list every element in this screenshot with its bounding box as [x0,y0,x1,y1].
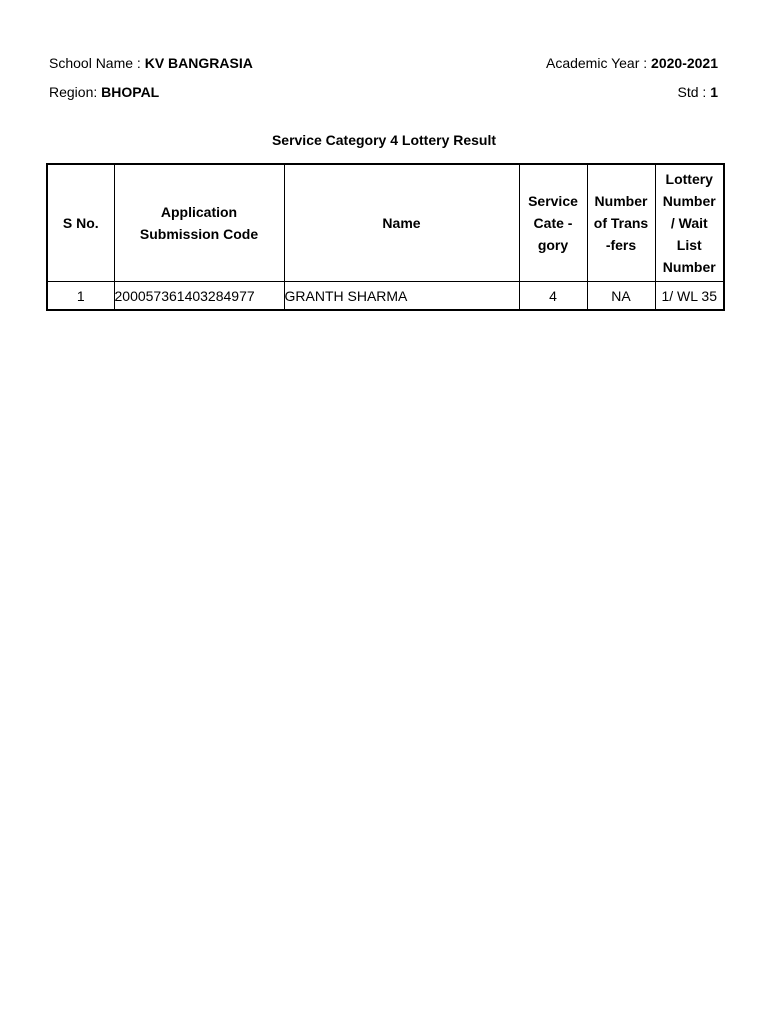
header-name: Name [284,164,519,282]
cell-service-category: 4 [519,282,587,311]
school-name-field [49,55,253,71]
header-application-code: Application Submission Code [114,164,284,282]
standard-value: 1 [710,84,718,100]
header-serial-number: S No. [47,164,114,282]
region-value: BHOPAL [101,84,160,100]
cell-application-code: 200057361403284977 [114,282,284,311]
school-name-label: School Name : [49,55,145,71]
academic-year-label: Academic Year : [545,55,652,71]
standard-field [678,84,718,100]
cell-serial-number: 1 [47,282,114,311]
header-service-category: Service Cate - gory [519,164,587,282]
cell-number-of-transfers: NA [587,282,655,311]
table-row [47,282,724,311]
document-title: Service Category 4 Lottery Result [271,132,497,148]
table-header-row [47,164,724,282]
header-number-of-transfers: Number of Trans -fers [587,164,655,282]
school-name-value: KV BANGRASIA [144,55,253,71]
lottery-result-table [46,163,725,311]
region-field [49,84,159,100]
cell-name: GRANTH SHARMA [284,282,519,311]
header-lottery-wait-list-number: Lottery Number / Wait List Number [655,164,724,282]
region-label: Region: [49,84,102,100]
cell-lottery-number: 1/ WL 35 [655,282,724,311]
academic-year-value: 2020-2021 [651,55,718,71]
academic-year-field [546,55,718,71]
standard-label: Std : [677,84,711,100]
